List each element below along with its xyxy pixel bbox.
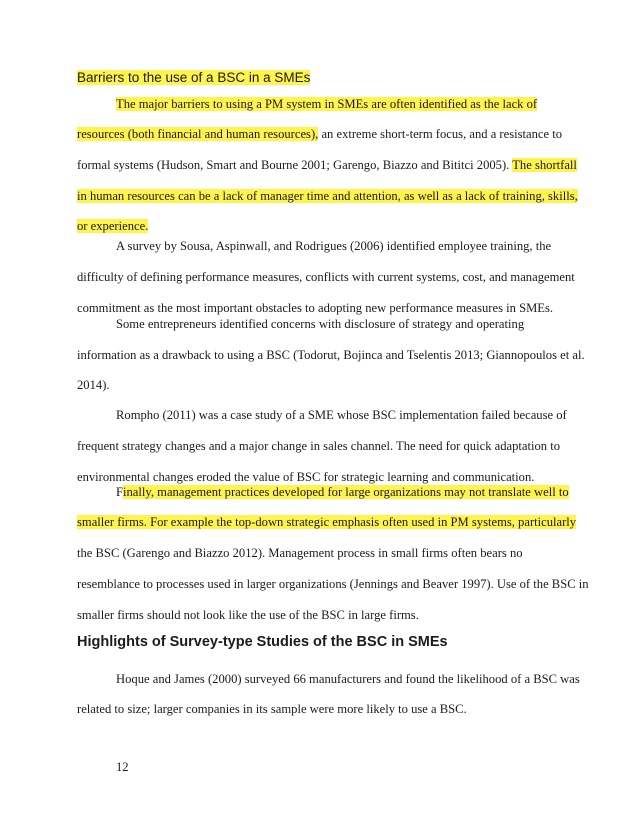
highlighted-text: inally, management practices developed for large organizations may not translate well to	[123, 485, 569, 499]
body-text: F	[116, 485, 124, 499]
highlighted-text: resources (both financial and human resources),	[77, 127, 319, 141]
highlighted-text: The major barriers to using a PM system in SMEs are often identified as the lack of	[116, 97, 538, 111]
highlighted-text: or experience.	[77, 219, 149, 233]
paragraph-line: smaller firms should not look like the use of the BSC in large firms.	[77, 608, 419, 622]
paragraph-line	[77, 218, 148, 234]
paragraph-line: the BSC (Garengo and Biazzo 2012). Management process in small firms often bears no	[77, 546, 523, 560]
highlighted-text: in human resources can be a lack of manager time and attention, as well as a lack of training, skills,	[77, 189, 578, 203]
section-heading: Barriers to the use of a BSC in a SMEs	[77, 70, 311, 85]
paragraph-line: commitment as the most important obstacles to adopting new performance measures in SMEs.	[77, 301, 554, 315]
body-text: an extreme short-term focus, and a resistance to	[318, 127, 563, 141]
paragraph-line: A survey by Sousa, Aspinwall, and Rodrigues (2006) identified employee training, the	[116, 239, 552, 253]
body-text: formal systems (Hudson, Smart and Bourne 2001; Garengo, Biazzo and Bititci 2005).	[77, 158, 513, 172]
page-number: 12	[116, 760, 129, 774]
paragraph-line: Some entrepreneurs identified concerns with disclosure of strategy and operating	[116, 317, 525, 331]
paragraph-line	[77, 514, 576, 530]
paragraph-line	[116, 96, 537, 112]
paragraph-line	[77, 157, 577, 173]
highlighted-text: The shortfall	[512, 158, 577, 172]
paragraph-line: environmental changes eroded the value of BSC for strategic learning and communication.	[77, 470, 535, 484]
paragraph-line: frequent strategy changes and a major change in sales channel. The need for quick adaptation to	[77, 439, 561, 453]
paragraph-line: Hoque and James (2000) surveyed 66 manufacturers and found the likelihood of a BSC was	[116, 672, 580, 686]
paragraph-line: related to size; larger companies in its sample were more likely to use a BSC.	[77, 702, 467, 716]
paragraph-line	[77, 126, 562, 142]
paragraph-line	[116, 484, 569, 500]
paragraph-line: 2014).	[77, 378, 110, 392]
paragraph-line: resemblance to processes used in larger organizations (Jennings and Beaver 1997). Use of the BSC in	[77, 577, 589, 591]
paragraph-line: Rompho (2011) was a case study of a SME whose BSC implementation failed because of	[116, 408, 567, 422]
paragraph-line: difficulty of defining performance measures, conflicts with current systems, cost, and management	[77, 270, 575, 284]
highlighted-text: smaller firms. For example the top-down strategic emphasis often used in PM systems, particularly	[77, 515, 577, 529]
paragraph-line	[77, 188, 578, 204]
section-heading: Highlights of Survey-type Studies of the BSC in SMEs	[77, 634, 448, 650]
paragraph-line: information as a drawback to using a BSC (Todorut, Bojinca and Tselentis 2013; Giannopoulos et al.	[77, 348, 585, 362]
